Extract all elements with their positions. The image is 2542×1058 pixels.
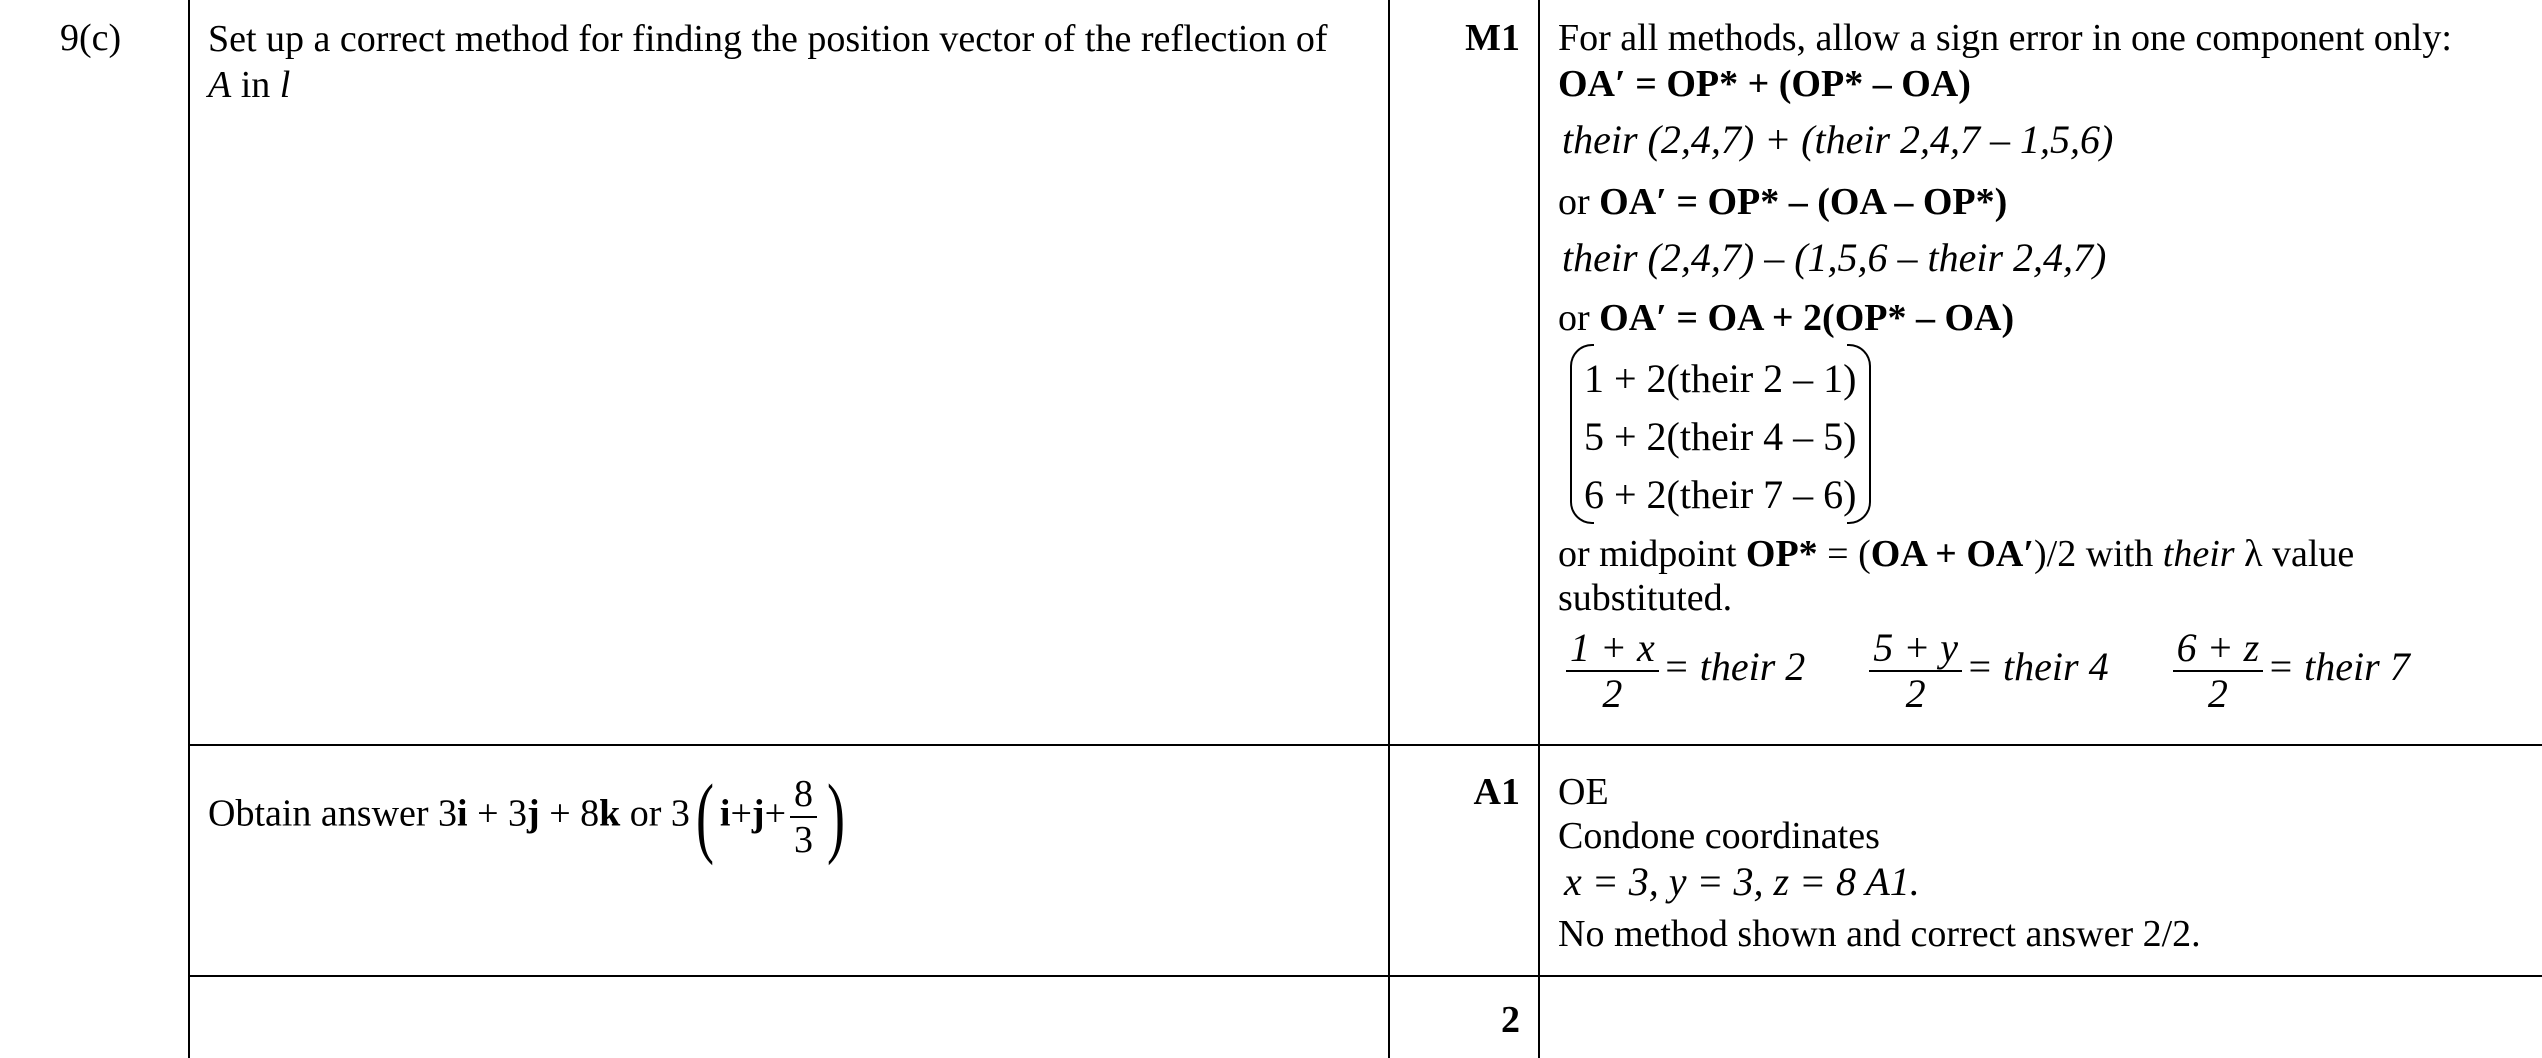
vector-row-2: 5 + 2(their 4 – 5) [1584,414,1857,459]
midpoint-equations: $\frac{1 + x}{2}$ = their 2 $\frac{5 + y}{2}$ = their 4 $\frac{6 + z}{2}$ = their 7 [1562,626,2410,716]
border-col3 [1538,0,1540,1058]
close-paren-icon: ) [827,767,846,866]
method3-vector [1584,350,1857,524]
row2-guidance-condone: Condone coordinates [1558,815,1880,857]
method2: or OA′ = OP* – (OA – OP*) [1558,181,2008,223]
method3: or OA′ = OA + 2(OP* – OA) [1558,297,2015,339]
vector-right-bracket [1847,344,1871,524]
row1-task-line2: A in l [208,64,291,106]
midpoint-line1: or midpoint OP* = (OA + OA′)/2 with their λ value [1558,533,2355,575]
row1-task-line1: Set up a correct method for finding the position vector of the reflection of [208,18,1328,60]
fraction-3: $\frac{6 + z}{2}$ [2173,626,2264,716]
vector-row-3: 6 + 2(their 7 – 6) [1584,472,1857,517]
total-mark: 2 [1501,999,1520,1041]
row2-task: Obtain answer 3i + 3j + 8k or 3( i+j+ $\frac{8}{3}$ ) [208,767,846,866]
border-row2 [188,975,2542,977]
guidance-intro: For all methods, allow a sign error in one component only: [1558,17,2452,59]
row2-guidance-oe: OE [1558,771,1609,813]
border-col1 [188,0,190,1058]
method2-work: their (2,4,7) – (1,5,6 – their 2,4,7) [1562,235,2107,280]
fraction-1: $\frac{1 + x}{2}$ [1566,626,1659,716]
border-col2 [1388,0,1390,1058]
row2-mark: A1 [1473,771,1520,813]
question-number: 9(c) [60,17,122,59]
row2-guidance-coords: x = 3, y = 3, z = 8 A1. [1564,859,1920,904]
method1-work: their (2,4,7) + (their 2,4,7 – 1,5,6) [1562,117,2114,162]
vector-left-bracket [1570,344,1594,524]
border-row1 [188,744,2542,746]
method3-vector-rows [1584,350,1857,524]
method1: OA′ = OP* + (OP* – OA) [1558,63,1971,105]
vector-row-1: 1 + 2(their 2 – 1) [1584,356,1857,401]
open-paren-icon: ( [695,767,714,866]
answer-fraction: $\frac{8}{3}$ [790,772,817,862]
row1-mark: M1 [1465,17,1520,59]
midpoint-line2: substituted. [1558,577,1733,619]
row2-guidance-nomethod: No method shown and correct answer 2/2. [1558,913,2201,955]
fraction-2: $\frac{5 + y}{2}$ [1869,626,1962,716]
row1-task [208,16,1378,108]
